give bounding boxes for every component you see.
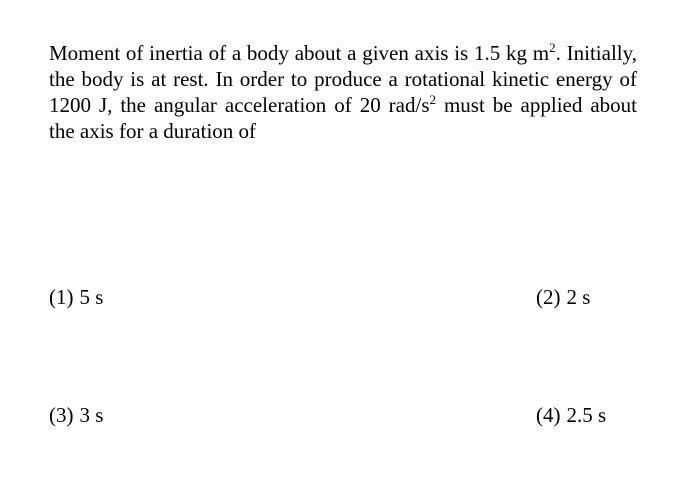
option-2[interactable] (536, 284, 590, 310)
option-4-number: (4) (536, 403, 561, 427)
option-2-text: 2 s (566, 285, 591, 309)
option-1-text: 5 s (79, 285, 104, 309)
question-part-3: must be applied about the axis for a duration of (49, 93, 637, 143)
option-1-number: (1) (49, 285, 74, 309)
option-3-number: (3) (49, 403, 74, 427)
option-3-text: 3 s (79, 403, 104, 427)
option-4[interactable] (536, 402, 606, 428)
superscript-exponent-1: 2 (549, 40, 556, 55)
option-4-text: 2.5 s (566, 403, 607, 427)
option-1[interactable] (49, 284, 103, 310)
question-text (49, 40, 637, 144)
option-2-number: (2) (536, 285, 561, 309)
question-part-1: Moment of inertia of a body about a given axis is 1.5 kg m (49, 41, 550, 65)
option-3[interactable] (49, 402, 103, 428)
question-part-2: . Initially, the body is at rest. In order to produce a rotational kinetic energy of 1200 J, the angular acceleration of 20 rad/s (49, 41, 637, 117)
superscript-exponent-2: 2 (429, 92, 437, 107)
